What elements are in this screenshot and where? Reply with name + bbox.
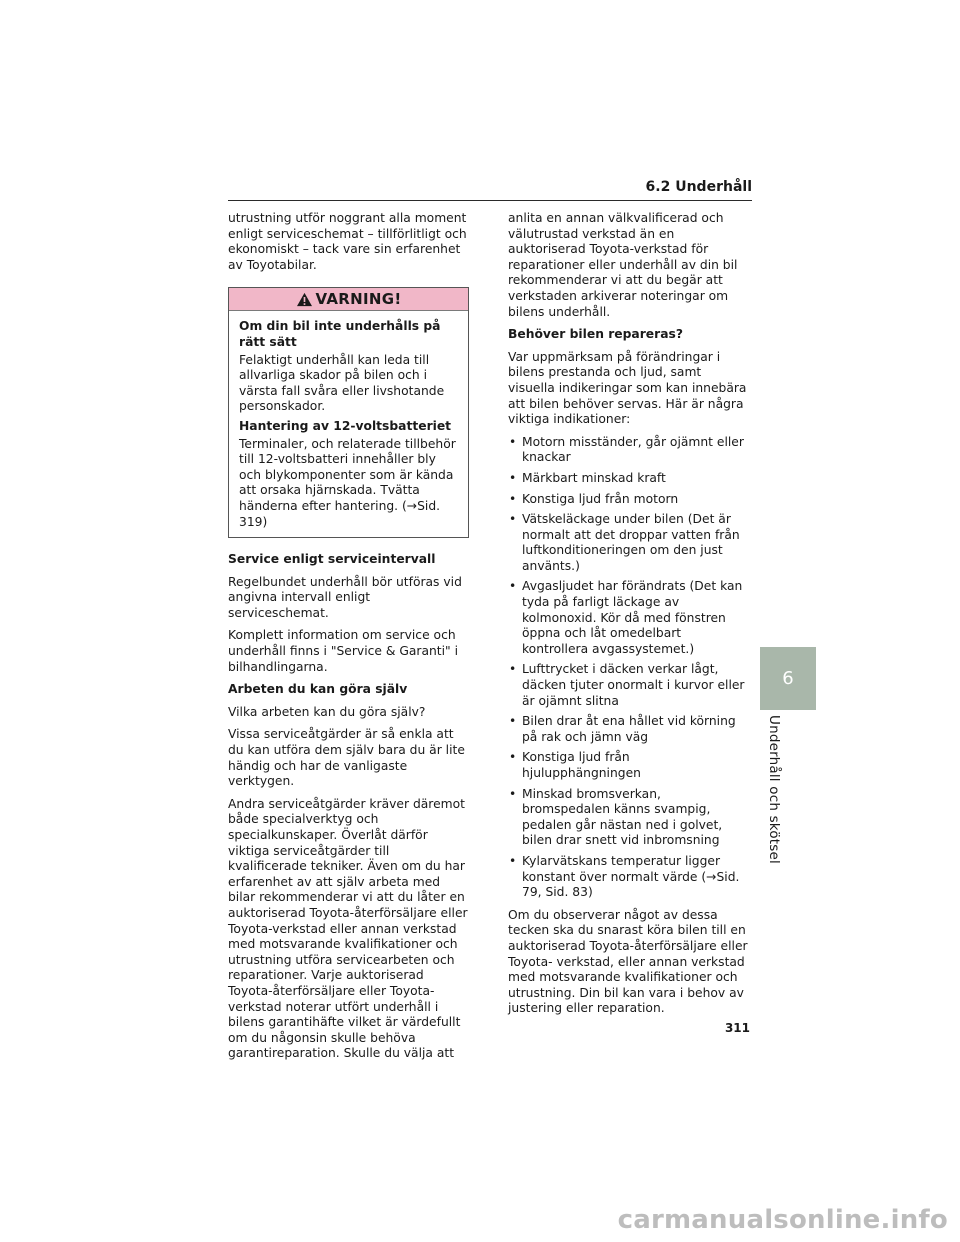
list-item: • Märkbart minskad kraft bbox=[508, 471, 749, 487]
list-item: • Avgasljudet har förändrats (Det kan tyda på farligt läckage av kolmonoxid. Kör då med fönstren öppna och låt omedelbart kontrollera avgassystemet.) bbox=[508, 579, 749, 657]
warning-box bbox=[228, 287, 469, 538]
warning-heading-battery: Hantering av 12-voltsbatteriet bbox=[239, 418, 452, 433]
warning-text-battery: Terminaler, och relaterade tillbehör till 12-voltsbatteri innehåller bly och blykomponenter som är kända att orsaka hjärnskada. Tvätta händerna efter hantering. (→Sid. 319) bbox=[239, 436, 456, 529]
left-column bbox=[228, 211, 469, 1069]
chapter-tab bbox=[760, 647, 816, 710]
repair-paragraph: Var uppmärksam på förändringar i bilens prestanda och ljud, samt visuella indikeringar som kan innebära att bilen behöver servas. Här är några viktiga indikationer: bbox=[508, 349, 747, 427]
chapter-number: 6 bbox=[782, 668, 794, 689]
service-paragraph-2: Komplett information om service och underhåll finns i "Service & Garanti" i bilhandlingarna. bbox=[228, 628, 459, 674]
list-item: • Lufttrycket i däcken verkar lågt, däcken tjuter onormalt i kurvor eller är ojämnt slitna bbox=[508, 662, 749, 709]
watermark: carmanualsonline.info bbox=[617, 1205, 948, 1235]
warning-heading-maintenance: Om din bil inte underhålls på rätt sätt bbox=[239, 319, 441, 349]
heading-service-interval: Service enligt serviceintervall bbox=[228, 552, 436, 567]
list-item: • Vätskeläckage under bilen (Det är normalt att det droppar vatten från luftkonditioneringen om den just använts.) bbox=[508, 512, 749, 574]
self-work-paragraph-1: Vilka arbeten kan du göra själv? bbox=[228, 704, 426, 719]
list-item: • Bilen drar åt ena hållet vid körning på rak och jämn väg bbox=[508, 714, 749, 745]
section-title: 6.2 Underhåll bbox=[645, 179, 752, 195]
intro-paragraph: utrustning utför noggrant alla moment enligt serviceschemat – tillförlitligt och ekonomiskt – tack vare sin erfarenhet av Toyotabilar. bbox=[228, 211, 467, 272]
warning-title: VARNING! bbox=[315, 289, 402, 308]
list-item: • Minskad bromsverkan, bromspedalen känns svampig, pedalen går nästan ned i golvet, bilen drar snett vid inbromsning bbox=[508, 787, 749, 849]
indication-list bbox=[508, 435, 749, 901]
right-column bbox=[508, 211, 749, 1024]
self-work-paragraph-3: Andra serviceåtgärder kräver däremot både specialverktyg och specialkunskaper. Överlåt därför viktiga serviceåtgärder till kvalificerade tekniker. Även om du har erfarenhet av att själv arbeta med bilar rekommenderar vi att du låter en auktoriserad Toyota-återförsäljare eller Toyota-verkstad eller annan verkstad med motsvarande kvalifikationer och utrustning utföra servicearbeten och reparationer. Varje auktoriserad Toyota-återförsäljare eller Toyota-verkstad noterar utfört underhåll i bilens garantihäfte vilket är värdefullt om du någonsin skulle behöva garantireparation. Skulle du välja att bbox=[228, 796, 468, 1061]
warning-body bbox=[229, 311, 468, 537]
final-paragraph: Om du observerar något av dessa tecken ska du snarast köra bilen till en auktoriserad Toyota-återförsäljare eller Toyota- verkstad, eller annan verkstad med motsvarande kvalifikationer och utrustning. Din bil kan vara i behov av justering eller reparation. bbox=[508, 907, 748, 1016]
heading-repair: Behöver bilen repareras? bbox=[508, 327, 683, 342]
warning-header bbox=[229, 288, 468, 311]
warning-triangle-icon bbox=[296, 292, 313, 307]
page-number: 311 bbox=[724, 1021, 750, 1035]
continued-paragraph: anlita en annan välkvalificerad och välutrustad verkstad än en auktoriserad Toyota-verkstad för reparationer eller underhåll av din bil rekommenderar vi att du begär att verkstaden arkiverar noteringar om bilens underhåll. bbox=[508, 211, 738, 319]
list-item: • Konstiga ljud från hjulupphängningen bbox=[508, 750, 749, 781]
list-item: • Konstiga ljud från motorn bbox=[508, 492, 749, 508]
chapter-label: Underhåll och skötsel bbox=[766, 715, 782, 864]
warning-text-maintenance: Felaktigt underhåll kan leda till allvarliga skador på bilen och i värsta fall svåra eller livshotande personskador. bbox=[239, 352, 445, 414]
list-item: • Kylarvätskans temperatur ligger konstant över normalt värde (→Sid. 79, Sid. 83) bbox=[508, 854, 749, 901]
service-paragraph-1: Regelbundet underhåll bör utföras vid angivna intervall enligt serviceschemat. bbox=[228, 574, 462, 620]
heading-self-work: Arbeten du kan göra själv bbox=[228, 682, 408, 697]
self-work-paragraph-2: Vissa serviceåtgärder är så enkla att du kan utföra dem själv bara du är lite händig och har de vanligaste verktygen. bbox=[228, 727, 465, 789]
list-item: • Motorn misständer, går ojämnt eller knackar bbox=[508, 435, 749, 466]
page-header bbox=[228, 178, 752, 201]
